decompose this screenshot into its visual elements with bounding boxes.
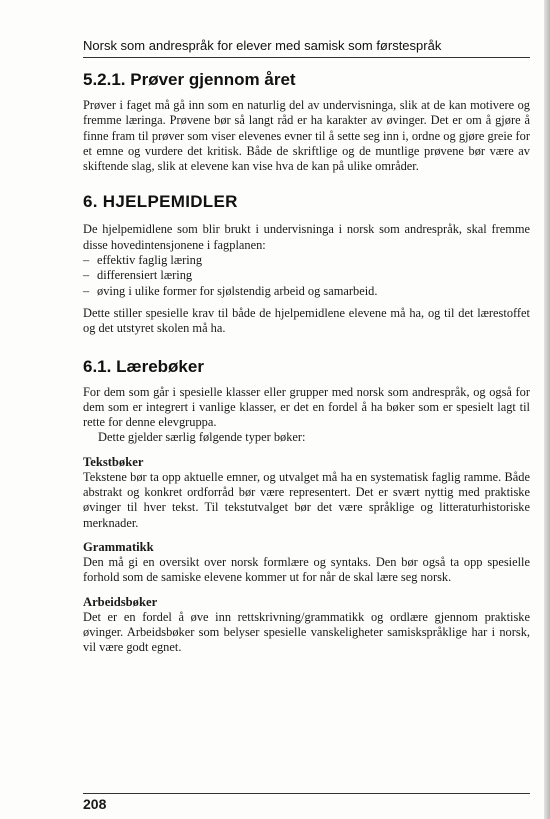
subsection-title-tekstboker: Tekstbøker [83,454,144,469]
section-5-2-1-body: Prøver i faget må gå inn som en naturlig del av undervisninga, slik at de kan motivere og fremme læringa. Prøvene bør så langt råd er ha karakter av øvinger. Det er om å gjøre å finne fram til prøver som viser elevenes evner til å sette seg inn i, ordne og gjøre greie for et emne og vurdere det kritisk. Både de skriftlige og de muntlige prøvene bør være av skiftende slag, slik at elevene kan vise hva de kan på ulike områder. [83,98,530,174]
dash-bullet: – [83,283,90,298]
list-item [83,284,530,299]
dash-bullet: – [83,268,90,283]
list-item-text: effektiv faglig læring [97,253,203,268]
page-content [83,70,530,655]
subsection-body-arbeidsboker: Det er en fordel å øve inn rettskrivning/grammatikk og ordlære gjennom praktiske øvinger. Arbeidsbøker som belyser spesielle vanskeligheter samiskspråklige har i norsk, vil være godt egnet. [83,609,530,655]
page-number: 208 [83,796,107,812]
footer-rule [83,793,530,794]
section-6-intro: De hjelpemidlene som blir brukt i undervisninga i norsk som andrespråk, skal fremme disse hovedintensjonene i fagplanen: [83,222,530,252]
subsection-title-arbeidsboker: Arbeidsbøker [83,594,158,609]
chapter-heading-6: 6. HJELPEMIDLER [83,192,238,212]
section-6-1-intro: For dem som går i spesielle klasser eller grupper med norsk som andrespråk, og også for dem som er integrert i vanlige klasser, er det en fordel å ha bøker som er spesielt lagt til rette for denne elevgruppa. [83,384,530,430]
list-item-text: differensiert læring [97,268,193,283]
page-edge-shadow [544,0,550,819]
section-6-1-intro-2: Dette gjelder særlig følgende typer bøker: [98,430,306,445]
section-heading-6-1: 6.1. Lærebøker [83,356,204,376]
subsection-body-grammatikk: Den må gi en oversikt over norsk formlære og syntaks. Den bør også ta opp spesielle forhold som de samiske elevene kommer ut for når de skal lære seg norsk. [83,554,530,585]
list-item [83,268,530,283]
running-header: Norsk som andrespråk for elever med samisk som førstespråk [83,38,530,58]
list-item-text: øving i ulike former for sjølstendig arbeid og samarbeid. [97,283,378,298]
section-6-closing: Dette stiller spesielle krav til både de hjelpemidlene elevene må ha, og til det lærestoffet og det utstyret skolen må ha. [83,305,530,336]
intentions-list [83,253,530,299]
subsection-body-tekstboker: Tekstene bør ta opp aktuelle emner, og utvalget må ha en systematisk faglig ramme. Både abstrakt og konkret ordforråd bør være representert. Det er svært nyttig med praktiske øvinger til hver tekst. Til tekstutvalget bør det være språklige og litteraturhistoriske merknader. [83,469,530,530]
subsection-title-grammatikk: Grammatikk [83,539,154,554]
section-heading-5-2-1: 5.2.1. Prøver gjennom året [83,70,296,89]
dash-bullet: – [83,253,90,268]
list-item [83,253,530,268]
